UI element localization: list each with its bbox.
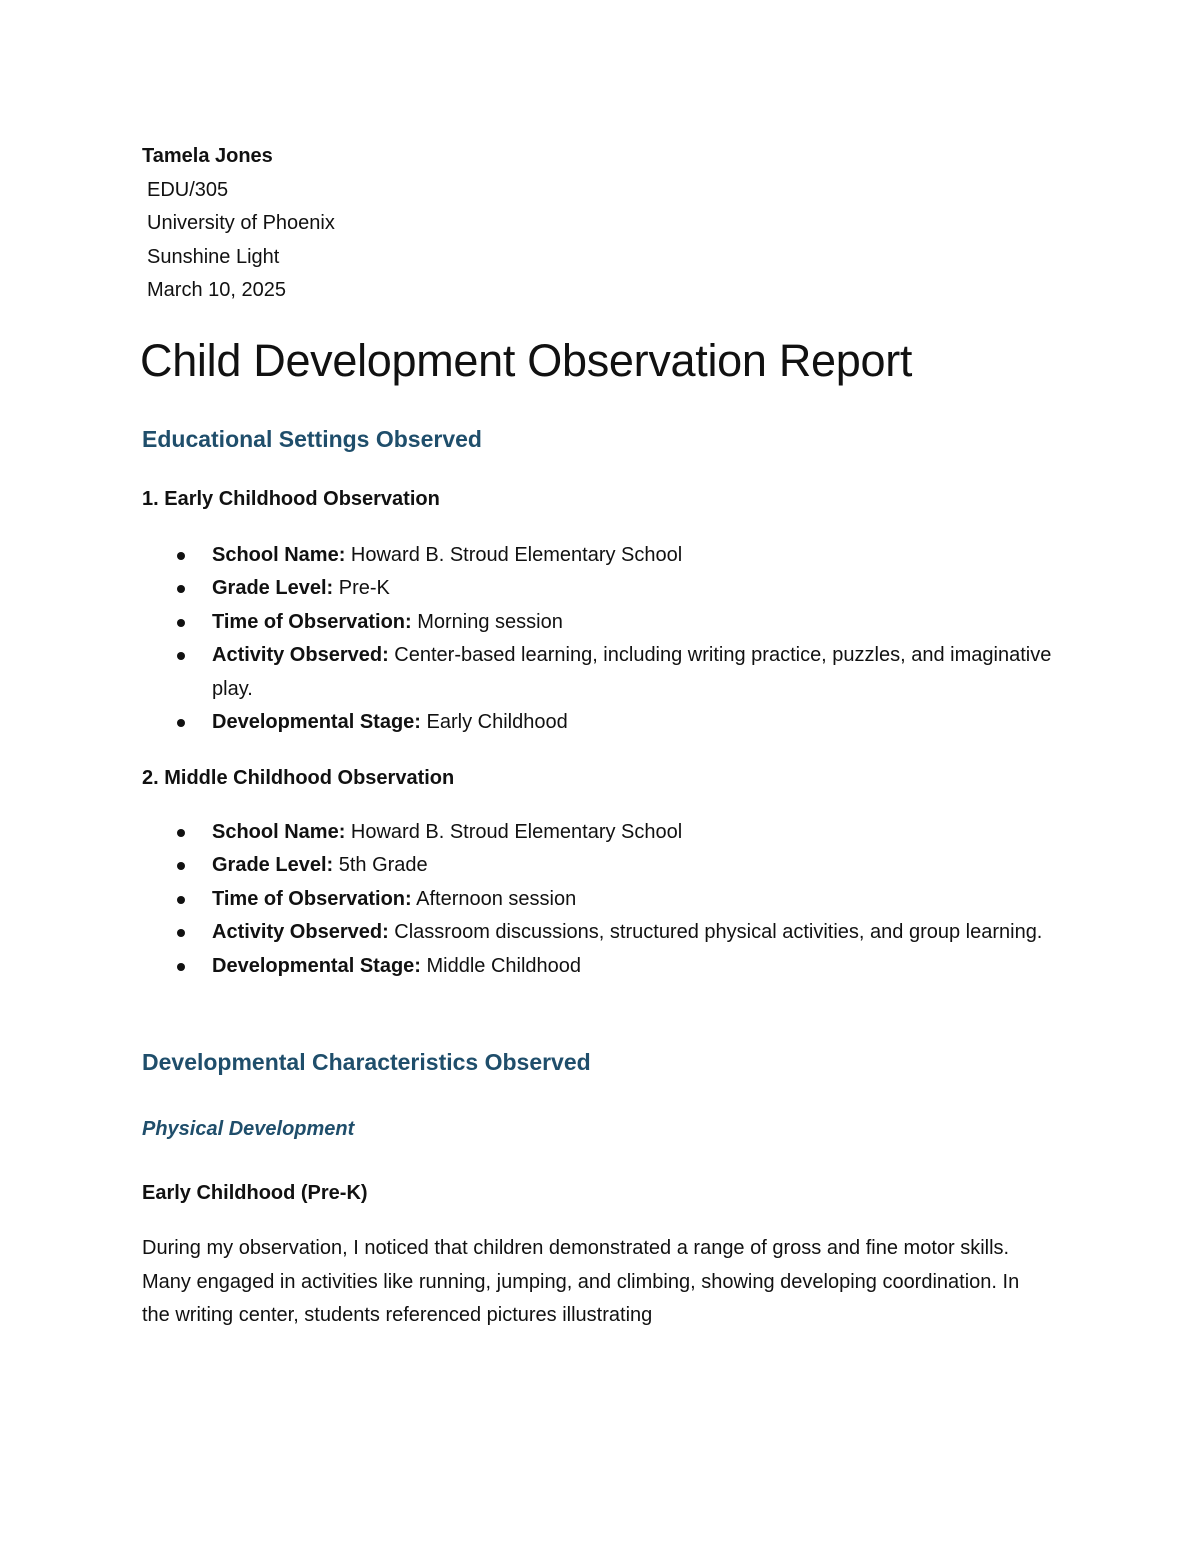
list-item <box>142 706 1062 740</box>
bullet-icon <box>177 585 185 593</box>
course-code: EDU/305 <box>147 178 229 201</box>
bullet-icon <box>177 829 185 837</box>
item-label: Time of Observation: <box>212 610 412 633</box>
list-item <box>142 639 1062 706</box>
item-label: Developmental Stage: <box>212 711 421 733</box>
document-title: Child Development Observation Report <box>140 334 913 386</box>
bullet-icon <box>177 929 185 937</box>
list-item <box>142 849 1062 883</box>
bullet-icon <box>177 862 185 870</box>
list-item <box>142 816 1062 850</box>
bullet-icon <box>177 896 185 904</box>
bullet-icon <box>177 619 185 627</box>
early-childhood-prek-heading: Early Childhood (Pre-K) <box>142 1182 368 1204</box>
item-value: Middle Childhood <box>420 954 582 977</box>
instructor-name: Sunshine Light <box>147 245 280 268</box>
middle-childhood-heading: 2. Middle Childhood Observation <box>142 766 455 789</box>
item-value: Pre-K <box>333 577 390 599</box>
characteristics-heading: Developmental Characteristics Observed <box>142 1049 591 1075</box>
early-childhood-list <box>142 539 1062 740</box>
item-value: Howard B. Stroud Elementary School <box>345 543 683 566</box>
item-label: Time of Observation: <box>212 887 412 910</box>
item-value: Early Childhood <box>420 711 568 733</box>
list-item <box>142 539 1062 573</box>
item-label: Developmental Stage: <box>212 954 421 977</box>
item-label: School Name: <box>212 820 346 843</box>
settings-heading: Educational Settings Observed <box>142 425 482 452</box>
early-childhood-heading: 1. Early Childhood Observation <box>142 487 440 510</box>
item-label: Grade Level: <box>212 577 334 599</box>
report-date: March 10, 2025 <box>147 279 286 301</box>
item-value: Classroom discussions, structured physical activities, and group learning. <box>388 921 1043 943</box>
item-value: Howard B. Stroud Elementary School <box>345 820 683 843</box>
item-label: Activity Observed: <box>212 921 389 943</box>
item-label: Grade Level: <box>212 854 334 876</box>
item-value: 5th Grade <box>333 854 428 876</box>
bullet-icon <box>177 652 185 660</box>
item-label: School Name: <box>212 543 346 566</box>
list-item <box>142 883 1062 917</box>
document-page <box>142 140 1062 1333</box>
item-value: Morning session <box>411 610 563 633</box>
university-name: University of Phoenix <box>147 212 335 234</box>
list-item <box>142 606 1062 640</box>
header-block <box>142 140 1062 308</box>
item-value: Afternoon session <box>411 887 577 910</box>
bullet-icon <box>177 552 185 560</box>
list-item <box>142 572 1062 606</box>
physical-development-heading: Physical Development <box>142 1118 355 1140</box>
item-value: Center-based learning, including writing practice, puzzles, and imaginative play. <box>212 644 1052 700</box>
physical-development-paragraph: During my observation, I noticed that children demonstrated a range of gross and fine motor skills. Many engaged in activities like running, jumping, and climbing, showing developing coordination. In the writing center, students referenced pictures illustrating <box>142 1237 1020 1326</box>
list-item <box>142 950 1062 984</box>
bullet-icon <box>177 963 185 971</box>
item-label: Activity Observed: <box>212 644 389 666</box>
middle-childhood-list <box>142 816 1062 984</box>
bullet-icon <box>177 719 185 727</box>
list-item <box>142 916 1062 950</box>
author-name: Tamela Jones <box>142 145 273 167</box>
